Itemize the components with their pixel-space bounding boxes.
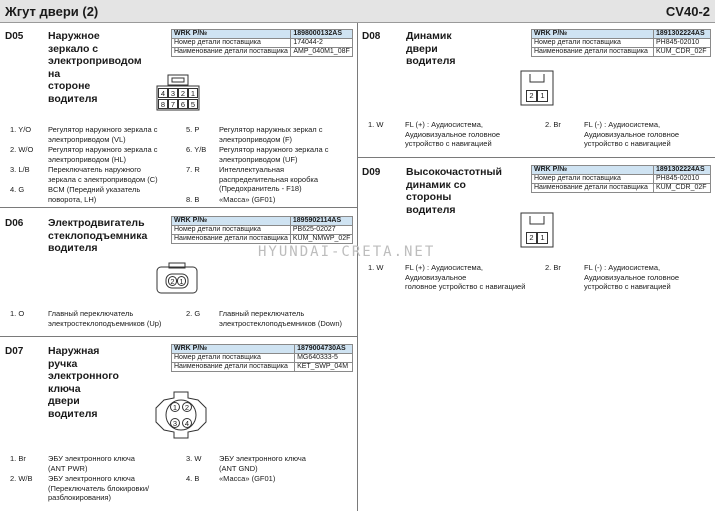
section-divider [0,207,357,208]
connector-name: Наружное зеркало с электроприводом на стороне водителя [48,30,142,105]
connector-id: D07 [5,346,24,357]
section-divider [358,157,715,158]
spec-table: WRK P/№ 1891302224AS Номер детали поставщика PH845-02010 Наименование детали поставщика KUM_CDR_02F [531,29,711,57]
connector-name: Электродвигатель стеклоподъемника водителя [48,217,148,254]
connector-diagram: 2 1 [156,262,198,298]
spec-table: WRK P/№ 1879004730AS Номер детали поставщика MG640333-5 Наименование детали поставщика KET_SWP_04M [171,344,353,372]
connector-diagram: 4 3 2 1 8 7 6 5 [155,74,201,112]
pin-list: 1. Br ЭБУ электронного ключа (ANT PWR) 2. W/B ЭБУ электронного ключа (Переключатель блокировки/ разблокирования) 3. W ЭБУ электронного ключа (ANT GND) 4. B «Масса» (GF01) [10,454,306,502]
pin-list: 1. O Главный переключатель электростеклоподъемников (Up) 2. G Главный переключатель электростеклоподъемников (Down) [10,309,343,328]
connector-id: D08 [362,31,381,42]
pin-list: 1. W FL (+) : Аудиосистема, Аудиовизуальное головное устройство с навигацией 2. Br FL (-) : Аудиосистема, Аудиовизуальное головное устройство с навигацией [368,263,680,291]
spec-table: WRK P/№ 1891302224AS Номер детали поставщика PH845-02010 Наименование детали поставщика KUM_CDR_02F [531,165,711,193]
connector-id: D09 [362,167,381,178]
spec-table: WRK P/№ 1898000132AS Номер детали поставщика 174044-2 Наименование детали поставщика AMP_040M1_08F [171,29,353,57]
connector-diagram: 1 2 3 4 [154,390,208,440]
connector-name: Высокочастотный динамик со стороны водителя [406,166,502,216]
connector-name: Динамик двери водителя [406,30,456,67]
connector-diagram: 2 1 [520,70,554,108]
connector-id: D06 [5,218,24,229]
connector-name: Наружная ручка электронного ключа двери водителя [48,345,119,420]
page-title: Жгут двери (2) [5,4,99,19]
pin-list: 1. Y/O Регулятор наружного зеркала с электроприводом (VL) 2. W/O Регулятор наружного зеркала с электроприводом (HL) 3. L/B Переключатель наружного зеркала с электроприводом (C) 4. G BCM (Передний указатель поворота, LH) 5. P Регулятор наружных зеркал с электроприводом (F) 6. Y/B Регулятор наружного зеркала с электроприводом (UF) 7. R Интеллектуальная распределительная коробка (Предохранитель - F18) 8. B «Масса» (GF01) [10,125,329,204]
connector-diagram: 2 1 [520,212,554,250]
page-code: CV40-2 [665,4,710,19]
section-divider [0,336,357,337]
pin-list: 1. W FL (+) : Аудиосистема, Аудиовизуальное головное устройство с навигацией 2. Br FL (-) : Аудиосистема, Аудиовизуальное головное устройство с навигацией [368,120,680,148]
page-header [0,0,715,23]
spec-table: WRK P/№ 1895902114AS Номер детали поставщика PB625-02027 Наименование детали поставщика KUM_NMWP_02F [171,216,353,244]
connector-id: D05 [5,31,24,42]
watermark: HYUNDAI-CRETA.NET [258,244,436,260]
